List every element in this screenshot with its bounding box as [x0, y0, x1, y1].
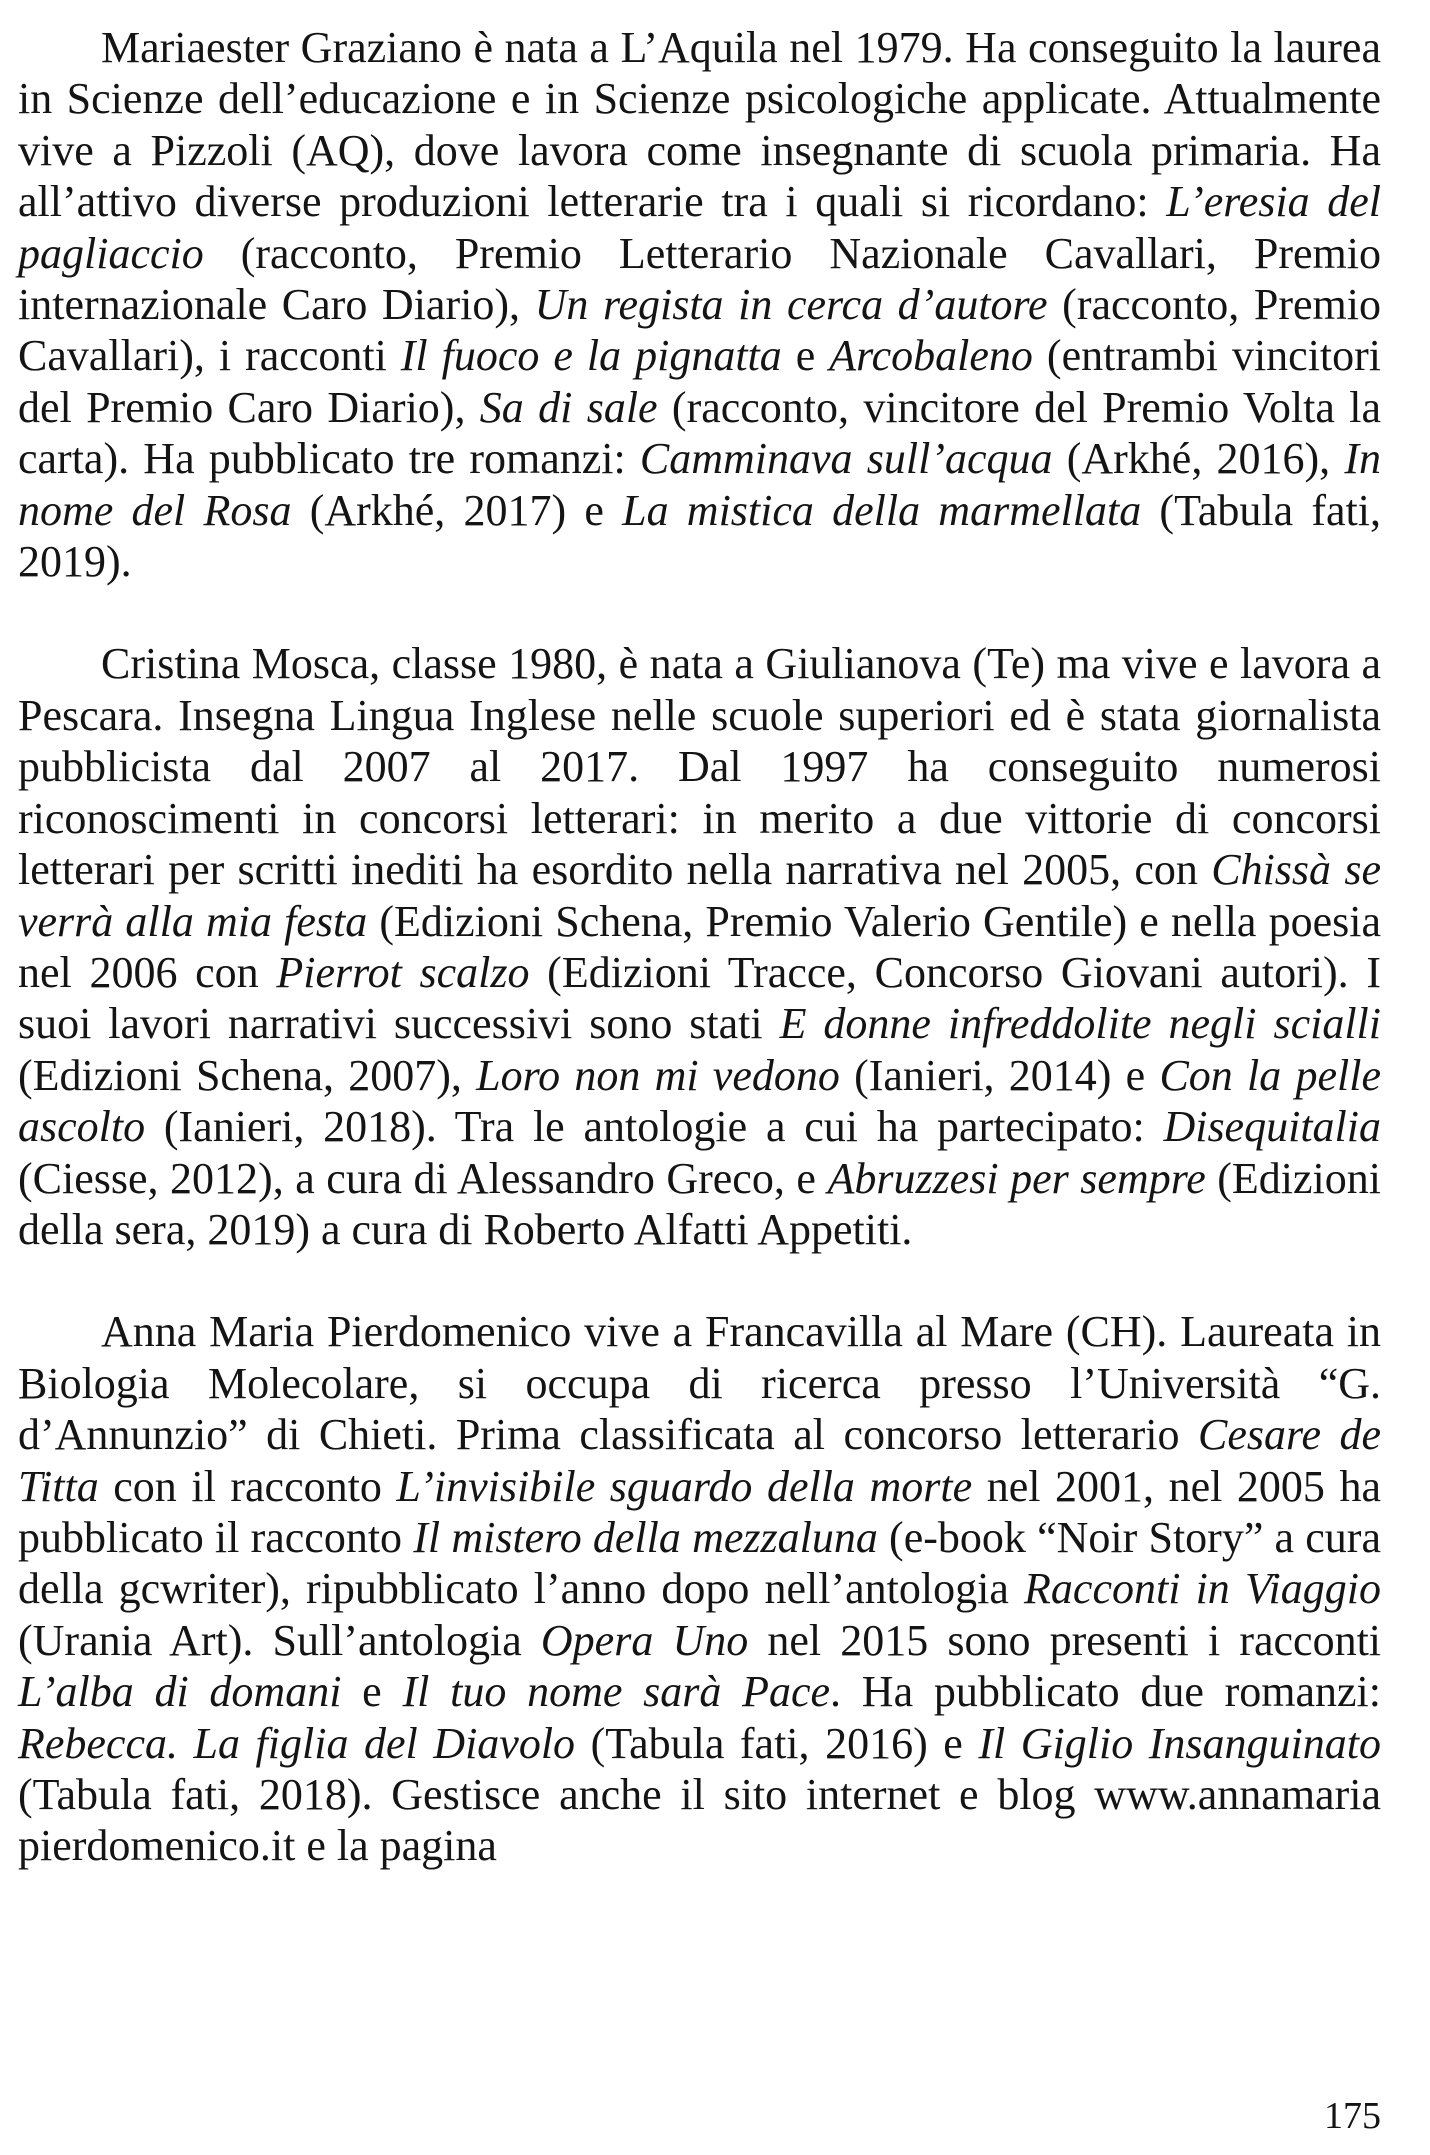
bio-mariaester-graziano	[18, 22, 1381, 587]
bio-text: e	[341, 1667, 403, 1717]
work-title: In nome del Rosa	[18, 434, 1382, 535]
bio-text: (Arkhé, 2017) e	[291, 485, 623, 535]
bio-cristina-mosca	[18, 638, 1381, 1255]
work-title: Disequitalia	[1163, 1102, 1381, 1152]
bio-text: (racconto, Premio Letterario Nazionale Cavallari, Premio internazionale Caro Diario),	[18, 228, 1381, 330]
bio-text: (Tabula fati, 2018). Gestisce anche il sito internet e blog www.annamaria pierdomenico.it e la pagina	[18, 1770, 1381, 1871]
bio-text: (Ciesse, 2012), a cura di Alessandro Greco, e	[18, 1153, 828, 1203]
work-title: Chissà se verrà alla mia festa	[18, 845, 1381, 946]
bio-text: (e-book “Noir Story” a cura della gcwriter), ripubblicato l’anno dopo nell’antologia	[18, 1512, 1381, 1614]
work-title: L’invisibile sguardo della morte	[396, 1461, 973, 1511]
work-title: Con la pelle ascolto	[18, 1050, 1381, 1152]
bio-text: (Ianieri, 2014) e	[839, 1050, 1160, 1100]
work-title: Racconti in Viaggio	[1024, 1564, 1381, 1614]
bio-text: (racconto, Premio Cavallari), i racconti	[18, 280, 1381, 381]
bio-anna-maria-pierdomenico	[18, 1306, 1381, 1871]
work-title: Sa di sale	[479, 382, 658, 432]
bio-text: (Edizioni Tracce, Concorso Giovani autori). I suoi lavori narrativi successivi sono stati	[18, 947, 1381, 1049]
book-page	[18, 22, 1381, 2152]
bio-text: Anna Maria Pierdomenico vive a Francavilla al Mare (CH). Laureata in Biologia Molecolare, si occupa di ricerca presso l’Università “G. d’Annunzio” di Chieti. Prima classificata al concorso letterario	[18, 1307, 1381, 1460]
author-bios	[18, 22, 1381, 1872]
bio-text: con il racconto	[98, 1461, 397, 1511]
work-title: Opera Uno	[540, 1615, 749, 1665]
work-title: L’eresia del pagliaccio	[18, 177, 1381, 278]
bio-text: (Tabula fati, 2016) e	[575, 1718, 979, 1768]
work-title: Camminava sull’acqua	[639, 434, 1053, 484]
bio-text: (Ianieri, 2018). Tra le antologie a cui ha partecipato:	[145, 1102, 1164, 1152]
bio-text: nel 2001, nel 2005 ha pubblicato il racconto	[18, 1461, 1381, 1562]
work-title: Pierrot scalzo	[276, 947, 530, 997]
bio-text: (Edizioni Schena, 2007),	[18, 1050, 477, 1100]
bio-text: (Edizioni Schena, Premio Valerio Gentile) e nella poesia nel 2006 con	[18, 896, 1381, 997]
bio-text: (Arkhé, 2016),	[1052, 434, 1345, 484]
bio-text: (entrambi vincitori del Premio Caro Diario),	[18, 331, 1382, 432]
bio-text: . Ha pubblicato due romanzi:	[830, 1667, 1381, 1717]
work-title: L’alba di domani	[18, 1667, 342, 1717]
bio-text: (racconto, vincitore del Premio Volta la carta). Ha pubblicato tre romanzi:	[18, 382, 1381, 484]
bio-text: nel 2015 sono presenti i racconti	[748, 1615, 1382, 1665]
work-title: E donne infreddolite negli scialli	[779, 999, 1382, 1049]
work-title: Il fuoco e la pignatta	[400, 331, 782, 381]
bio-text: e	[781, 331, 830, 381]
bio-text: Cristina Mosca, classe 1980, è nata a Giulianova (Te) ma vive e lavora a Pescara. Insegna Lingua Inglese nelle scuole superiori ed è stata giornalista pubblicista dal 2007 al 2017. Dal 1997 ha conseguito numerosi riconoscimenti in concorsi letterari: in merito a due vittorie di concorsi letterari per scritti inediti ha esordito nella narrativa nel 2005, con	[18, 639, 1381, 895]
bio-text: (Edizioni della sera, 2019) a cura di Roberto Alfatti Appetiti.	[18, 1153, 1381, 1254]
work-title: Cesare de Titta	[18, 1410, 1381, 1511]
work-title: Abruzzesi per sempre	[827, 1153, 1206, 1203]
page-number: 175	[1324, 2095, 1381, 2137]
work-title: Rebecca. La figlia del Diavolo	[18, 1718, 576, 1768]
bio-text: (Tabula fati, 2019).	[18, 485, 1381, 587]
work-title: Arcobaleno	[829, 331, 1033, 381]
bio-text: (Urania Art). Sull’antologia	[18, 1615, 541, 1665]
work-title: La mistica della marmellata	[622, 485, 1142, 535]
work-title: Un regista in cerca d’autore	[534, 280, 1048, 330]
work-title: Il tuo nome sarà Pace	[402, 1667, 831, 1717]
work-title: Il Giglio Insanguinato	[978, 1718, 1381, 1768]
work-title: Il mistero della mezzaluna	[413, 1512, 878, 1562]
bio-text: Mariaester Graziano è nata a L’Aquila nel 1979. Ha conseguito la laurea in Scienze dell’educazione e in Scienze psicologiche applicate. Attualmente vive a Pizzoli (AQ), dove lavora come insegnante di scuola primaria. Ha all’attivo diverse produzioni letterarie tra i quali si ricordano:	[18, 23, 1381, 227]
work-title: Loro non mi vedono	[476, 1050, 840, 1100]
